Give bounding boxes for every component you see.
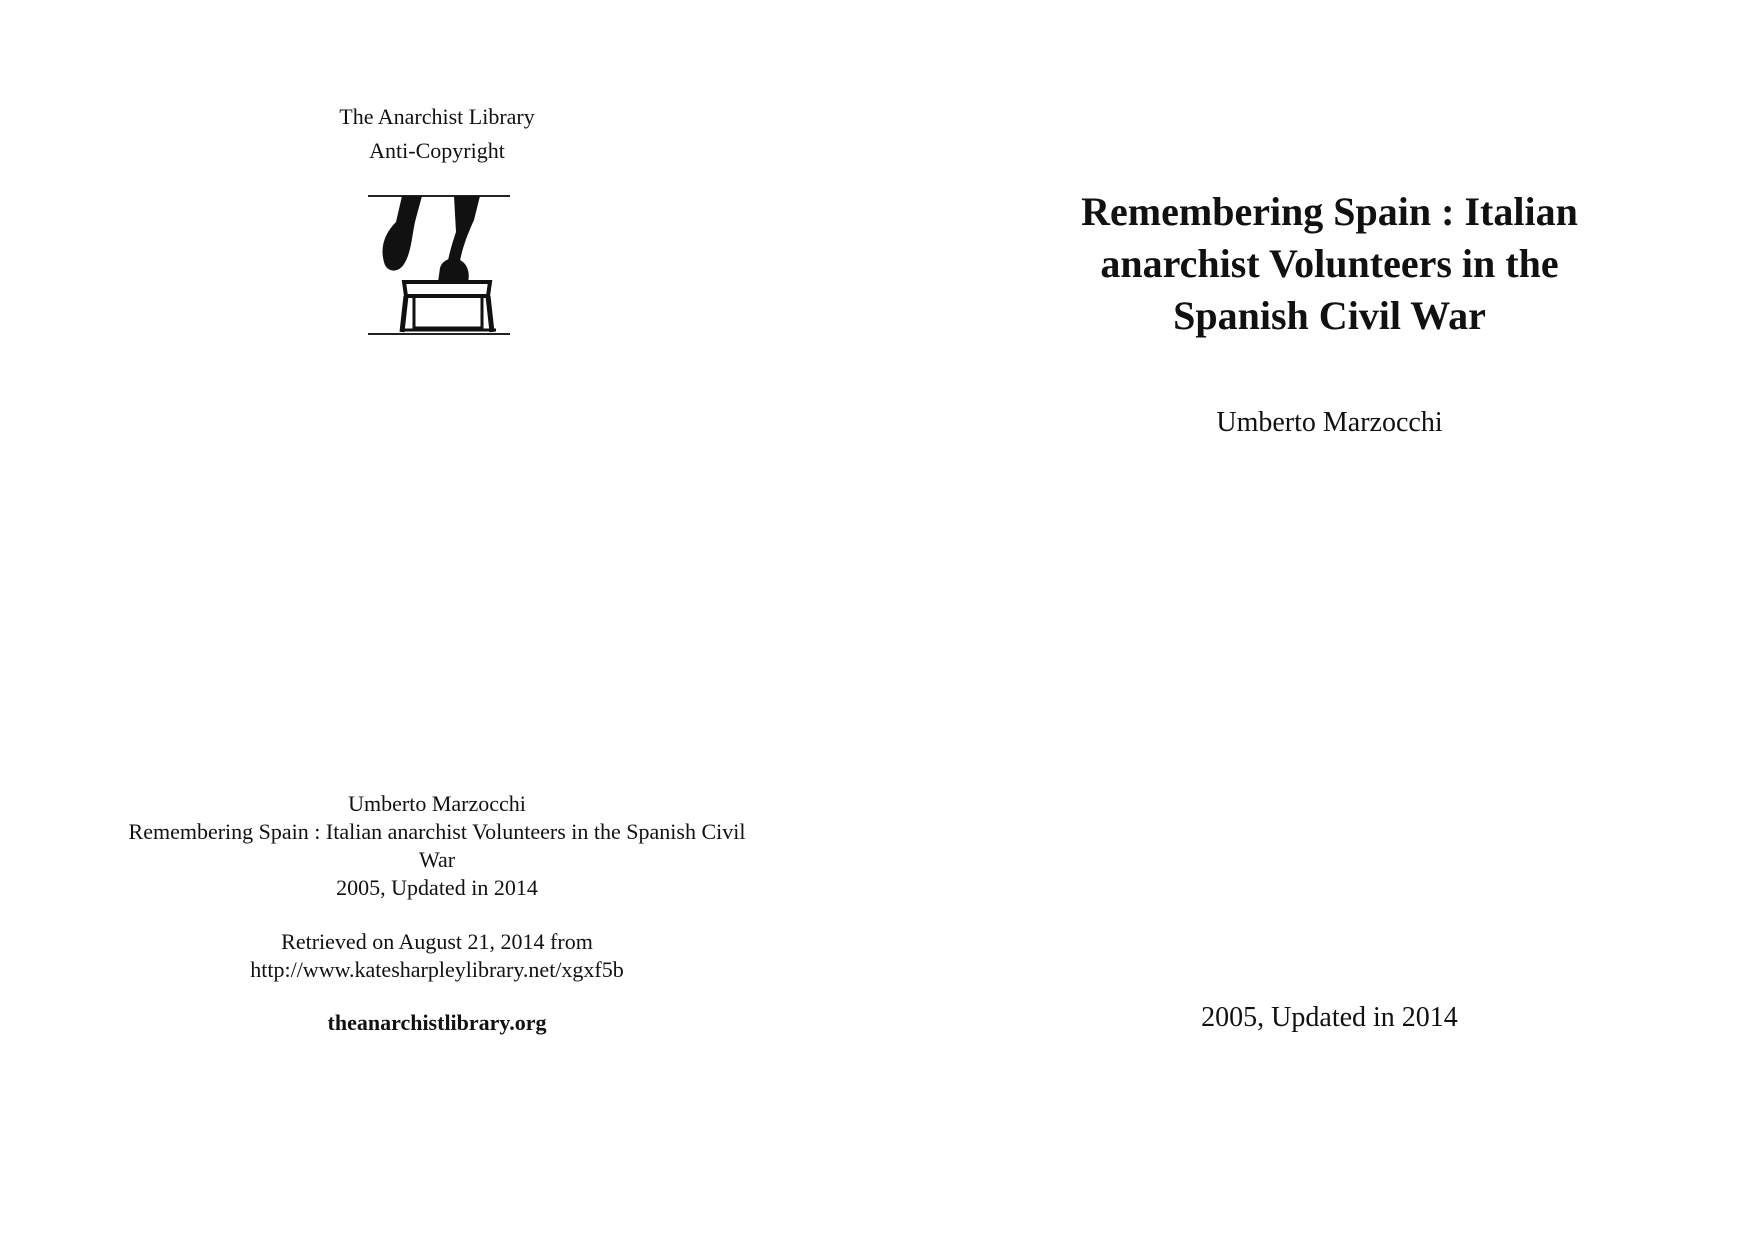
colophon-author: Umberto Marzocchi xyxy=(348,791,526,816)
colophon xyxy=(0,790,874,1037)
left-page xyxy=(0,0,874,1241)
colophon-gap xyxy=(0,902,874,928)
colophon-date: 2005, Updated in 2014 xyxy=(336,875,538,900)
colophon-site[interactable]: theanarchistlibrary.org xyxy=(327,1010,547,1035)
publisher-block xyxy=(0,100,874,168)
license-label: Anti-Copyright xyxy=(369,138,505,163)
document-author: Umberto Marzocchi xyxy=(1216,407,1443,438)
document-title: Remembering Spain : Italian anarchist Volunteers in the Spanish Civil War xyxy=(1081,189,1578,338)
colophon-retrieved: Retrieved on August 21, 2014 from http://www.katesharpleylibrary.net/xgxf5b xyxy=(250,929,624,982)
right-page xyxy=(875,0,1749,1241)
colophon-title: Remembering Spain : Italian anarchist Volunteers in the Spanish Civil War xyxy=(128,819,746,872)
anarchist-library-logo-icon xyxy=(364,194,514,338)
document-date: 2005, Updated in 2014 xyxy=(1201,1002,1458,1033)
publisher-name: The Anarchist Library xyxy=(339,104,535,129)
